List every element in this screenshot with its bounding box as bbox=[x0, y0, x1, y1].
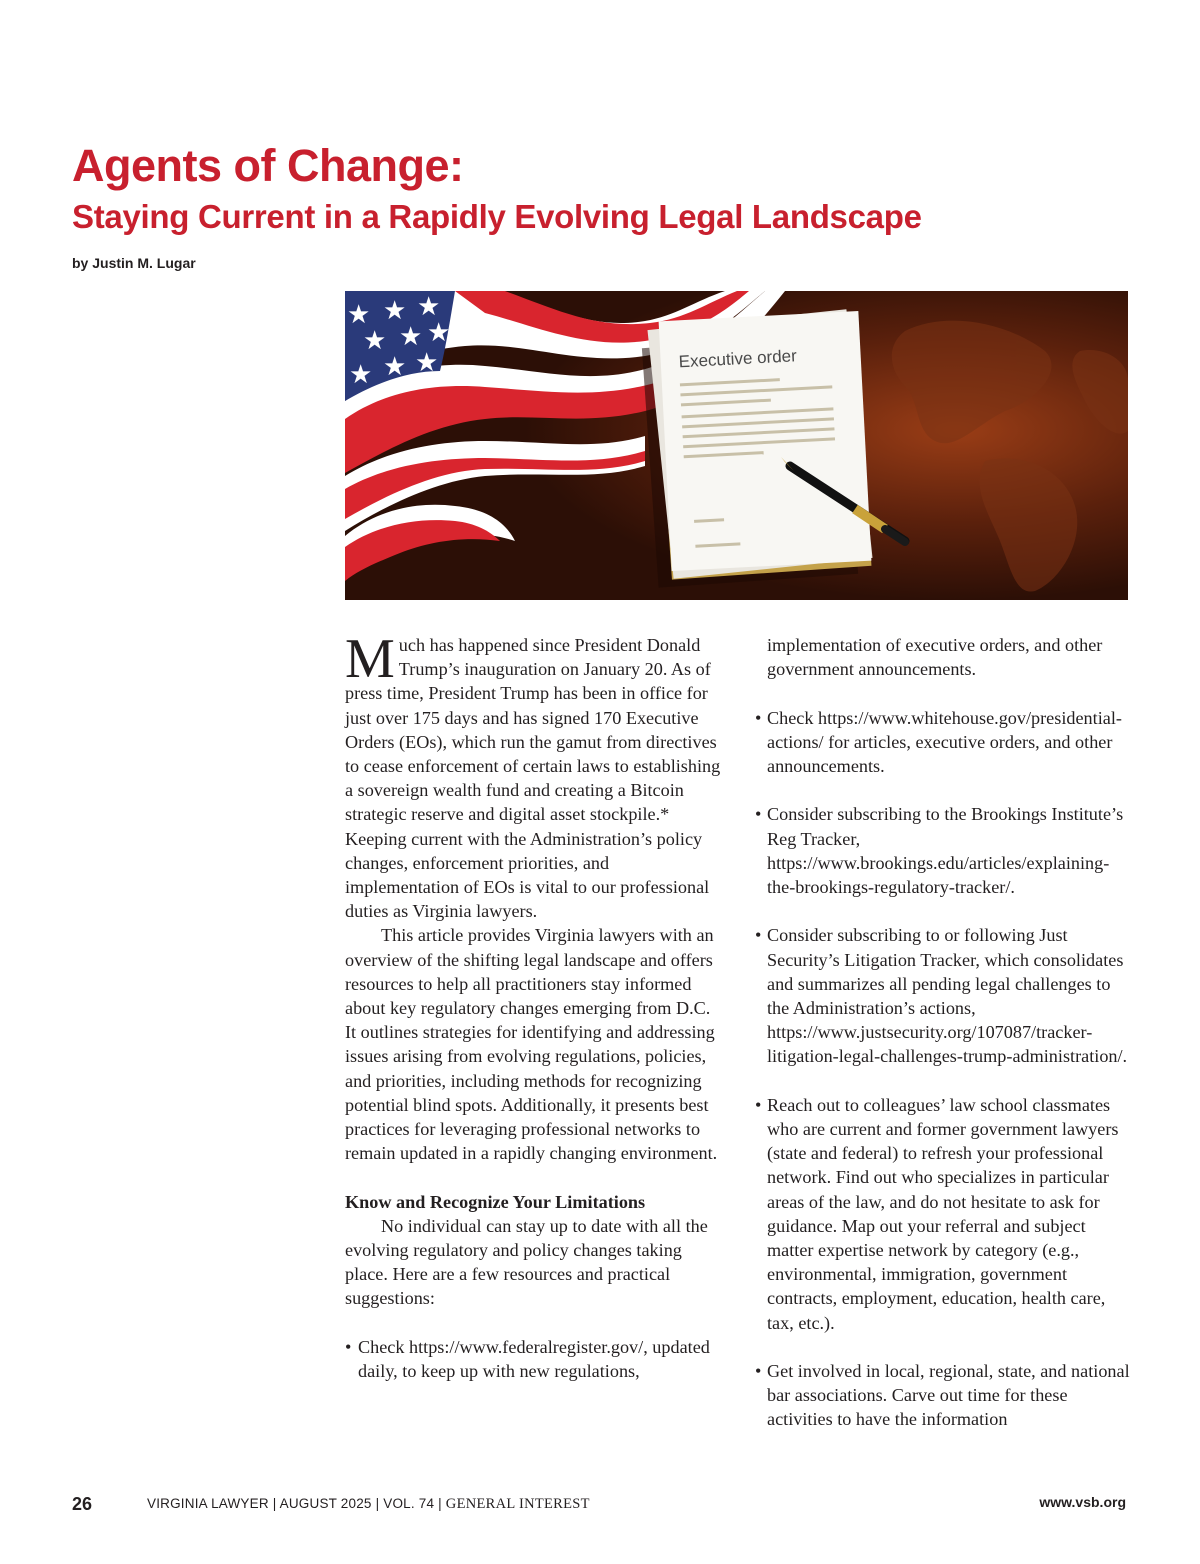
svg-text:★: ★ bbox=[427, 318, 451, 348]
footer-magazine: VIRGINIA LAWYER | AUGUST 2025 | VOL. 74 | bbox=[147, 1496, 442, 1511]
drop-cap: M bbox=[345, 628, 395, 690]
footer-section: GENERAL INTEREST bbox=[445, 1496, 590, 1512]
svg-text:★: ★ bbox=[363, 326, 387, 356]
svg-text:★: ★ bbox=[347, 300, 371, 330]
body-paragraph: This article provides Virginia lawyers with an overview of the shifting legal landscape and offers resources to help all practitioners stay informed about key regulatory changes emerging from D.C. It outlines strategies for identifying and addressing issues arising from evolving regulations, policies, and priorities, including methods for recognizing potential blind spots. Additionally, it presents best practices for leveraging professional networks to remain updated in a rapidly changing environment. bbox=[345, 925, 718, 1164]
executive-order-illustration bbox=[345, 291, 1128, 600]
svg-text:★: ★ bbox=[349, 360, 373, 390]
list-item bbox=[755, 1359, 1132, 1432]
svg-text:★: ★ bbox=[383, 296, 407, 326]
intro-paragraph bbox=[345, 628, 725, 923]
list-item bbox=[755, 706, 1132, 779]
column-left bbox=[345, 628, 725, 1383]
intro-text: uch has happened since President Donald Trump’s inauguration on January 20. As of press time, President Trump has been in office for just over 175 days and has signed 170 Executive Orders (EOs), which run the gamut from directives to cease enforcement of certain laws to establishing a sovereign wealth fund and creating a Bitcoin strategic reserve and digital asset stockpile.* Keeping current with the Administration’s policy changes, enforcement priorities, and implementation of EOs is vital to our professional duties as Virginia lawyers. bbox=[345, 635, 721, 922]
bullet-icon: • bbox=[755, 925, 762, 946]
bullet-icon: • bbox=[755, 707, 762, 728]
list-item-continued: implementation of executive orders, and other government announcements. bbox=[767, 635, 1103, 680]
bullet-icon: • bbox=[345, 1336, 352, 1357]
svg-text:★: ★ bbox=[383, 352, 407, 382]
hero-illustration bbox=[345, 291, 1128, 600]
svg-text:★: ★ bbox=[417, 292, 441, 322]
section-heading: Know and Recognize Your Limitations bbox=[345, 1191, 646, 1212]
list-item-text: Get involved in local, regional, state, and national bar associations. Carve out time for these activities to have the information bbox=[767, 1361, 1130, 1430]
bullet-icon: • bbox=[755, 1361, 762, 1382]
article-title: Agents of Change: bbox=[72, 140, 464, 191]
list-item bbox=[755, 802, 1132, 899]
list-item-text: Consider subscribing to the Brookings Institute’s Reg Tracker, https://www.brookings.edu/articles/explaining-the-brookings-regulatory-tracker/. bbox=[767, 804, 1124, 897]
list-item-text: Check https://www.whitehouse.gov/presidential-actions/ for articles, executive orders, and other announcements. bbox=[767, 707, 1122, 776]
body-paragraph: No individual can stay up to date with all the evolving regulatory and policy changes taking place. Here are a few resources and practical suggestions: bbox=[345, 1215, 708, 1309]
document-stack-icon bbox=[642, 309, 873, 587]
list-item-text: Check https://www.federalregister.gov/, updated daily, to keep up with new regulations, bbox=[358, 1336, 710, 1382]
svg-text:★: ★ bbox=[415, 348, 439, 378]
list-item-text: Reach out to colleagues’ law school classmates who are current and former government lawyers (state and federal) to refresh your professional network. Find out who specializes in particular areas of the law, and do not hesitate to ask for guidance. Map out your referral and subject matter expertise network by category (e.g., environmental, immigration, government contracts, employment, education, health care, tax, etc.). bbox=[767, 1094, 1119, 1333]
list-item bbox=[755, 923, 1132, 1068]
document-label: Executive order bbox=[678, 346, 798, 372]
list-item bbox=[345, 1335, 725, 1383]
article-subtitle: Staying Current in a Rapidly Evolving Legal Landscape bbox=[72, 198, 922, 235]
column-right bbox=[755, 633, 1132, 1432]
list-item-text: Consider subscribing to or following Just Security’s Litigation Tracker, which consolidates and summarizes all pending legal challenges to the Administration’s actions, https://www.justsecurity.org/107087/tracker-litigation-legal-challenges-trump-administration/. bbox=[767, 925, 1128, 1067]
footer-url[interactable]: www.vsb.org bbox=[1039, 1494, 1126, 1510]
page-number: 26 bbox=[72, 1494, 93, 1514]
bullet-icon: • bbox=[755, 804, 762, 825]
svg-text:★: ★ bbox=[399, 322, 423, 352]
bullet-icon: • bbox=[755, 1094, 762, 1115]
byline: by Justin M. Lugar bbox=[72, 255, 196, 271]
footer-publication bbox=[147, 1496, 590, 1513]
list-item bbox=[755, 1093, 1132, 1335]
